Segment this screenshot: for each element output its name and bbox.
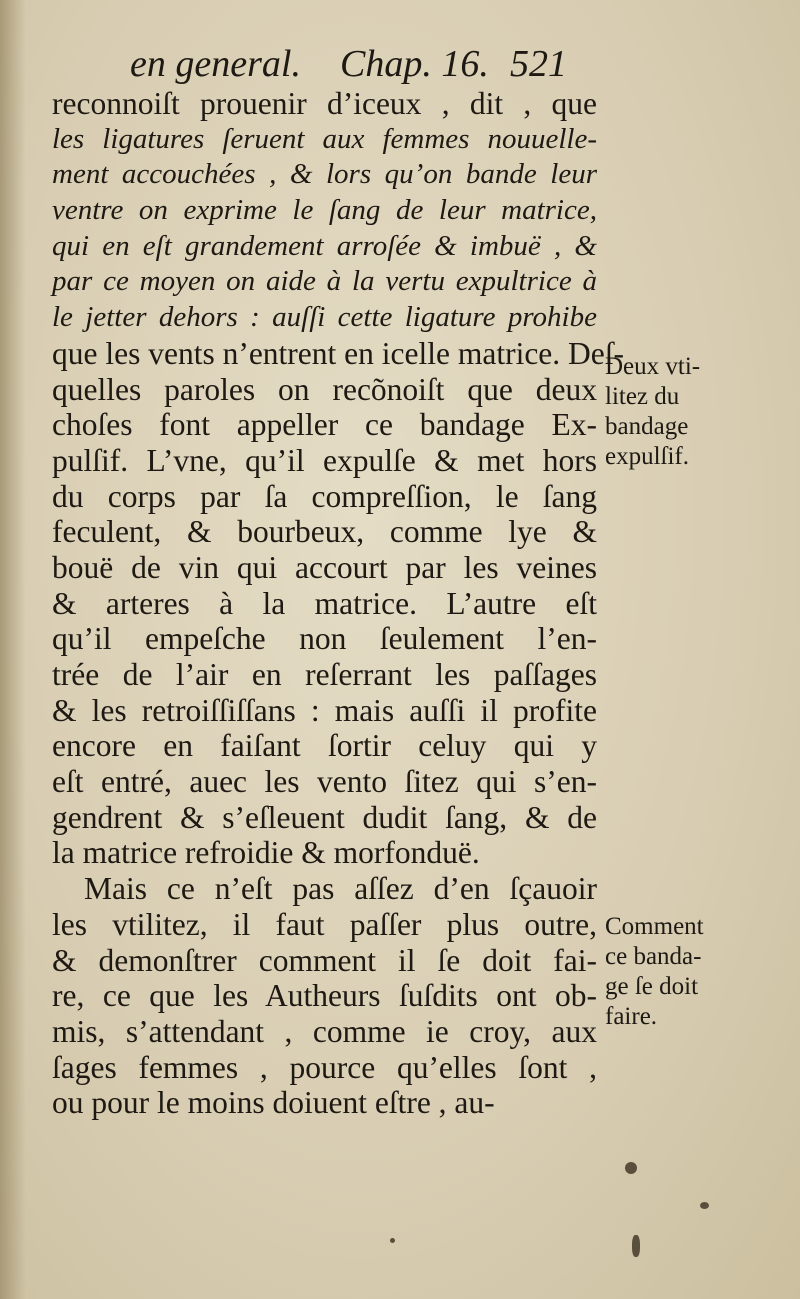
margin-note-comment-bandage <box>605 912 795 1032</box>
text-line: mis, s’attendant , comme ie croy, aux <box>52 1013 597 1049</box>
margin-note-line: ce banda- <box>605 943 702 970</box>
text-line: & demonſtrer comment il ſe doit fai- <box>52 942 597 978</box>
margin-note-deux-vtilitez <box>605 352 795 472</box>
running-header <box>130 42 590 92</box>
header-title: en general. <box>130 43 301 85</box>
margin-note-line: Comment <box>605 913 704 940</box>
ink-blot <box>700 1202 709 1209</box>
text-line: & arteres à la matrice. L’autre eſt <box>52 585 597 621</box>
text-line: pulſif. L’vne, qu’il expulſe & met hors <box>52 442 597 478</box>
text-line: la matrice refroidie & morfonduë. <box>52 835 480 871</box>
text-line: ment accouchées , & lors qu’on bande leur <box>52 158 597 191</box>
text-line: que les vents n’entrent en icelle matrice. Deſ- <box>52 335 624 371</box>
binding-shadow <box>0 0 26 1299</box>
text-line: Mais ce n’eſt pas aſſez d’en ſçauoir <box>84 871 597 907</box>
text-line: feculent, & bourbeux, comme lye & <box>52 514 597 550</box>
margin-note-line: ge ſe doit <box>605 973 699 1000</box>
margin-note-line: litez du <box>605 383 680 410</box>
text-line: reconnoiſt prouenir d’iceux , dit , que <box>52 86 597 121</box>
ink-blot <box>390 1238 395 1243</box>
text-line: gendrent & s’eſleuent dudit ſang, & de <box>52 799 597 835</box>
text-line: choſes font appeller ce bandage Ex- <box>52 407 597 443</box>
text-line: par ce moyen on aide à la vertu expultrice à <box>52 265 597 298</box>
text-line: bouë de vin qui accourt par les veines <box>52 549 597 585</box>
text-line: les vtilitez, il faut paſſer plus outre, <box>52 906 597 942</box>
margin-note-line: Deux vti- <box>605 353 701 380</box>
margin-note-line: expulſif. <box>605 443 690 470</box>
ink-blot <box>632 1235 640 1257</box>
text-line: ſages femmes , pource qu’elles ſont , <box>52 1049 597 1085</box>
text-line: qu’il empeſche non ſeulement l’en- <box>52 621 597 657</box>
text-line: du corps par ſa compreſſion, le ſang <box>52 478 597 514</box>
text-line: & les retroiſſiſſans : mais auſſi il profite <box>52 692 597 728</box>
text-line: ventre on exprime le ſang de leur matrice, <box>52 194 597 227</box>
body-text <box>52 86 624 1121</box>
margin-note-line: bandage <box>605 413 689 440</box>
text-line: quelles paroles on recõnoiſt que deux <box>52 371 597 407</box>
margin-note-line: faire. <box>605 1003 658 1030</box>
ink-blot <box>625 1162 637 1174</box>
text-line: encore en faiſant ſortir celuy qui y <box>52 728 597 764</box>
header-chapter: Chap. 16. <box>340 43 489 85</box>
text-line: les ligatures ſeruent aux femmes nouuelle- <box>52 122 597 155</box>
text-line: trée de l’air en reſerrant les paſſages <box>52 657 597 692</box>
text-line: qui en eſt grandement arroſée & imbuë , & <box>52 229 597 262</box>
text-line: re, ce que les Autheurs ſuſdits ont ob- <box>52 978 597 1014</box>
page-number: 521 <box>510 43 567 85</box>
text-line: ou pour le moins doiuent eſtre , au- <box>52 1085 495 1121</box>
text-line: eſt entré, auec les vento ſitez qui s’en- <box>52 764 597 800</box>
text-line: le jetter dehors : auſſi cette ligature prohibe <box>52 301 597 334</box>
